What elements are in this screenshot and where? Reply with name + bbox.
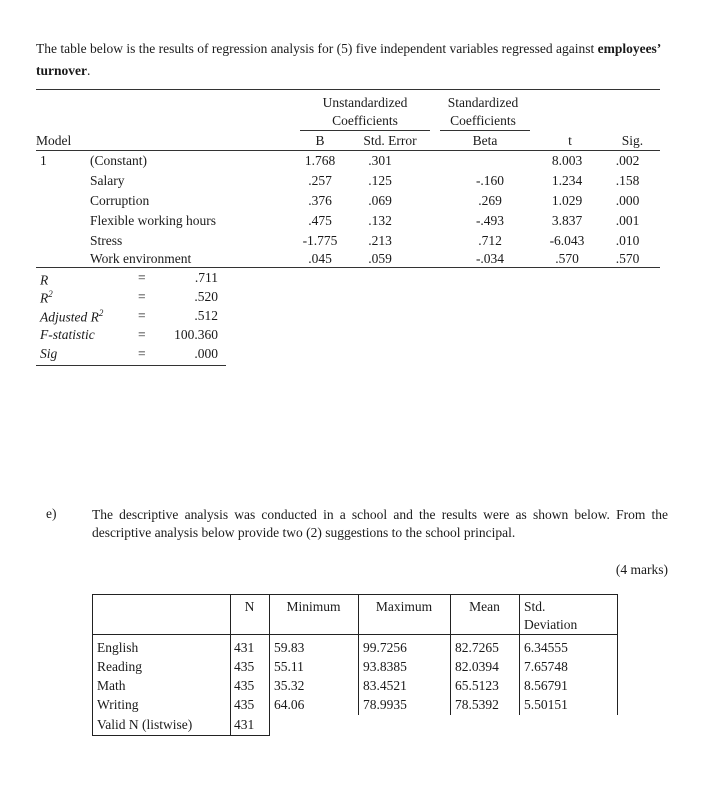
minimum-header: Minimum [286,599,341,614]
min-value: 55.11 [274,659,304,674]
summary-equals: = [138,346,146,361]
predictor-label: Flexible working hours [90,213,216,228]
t-value: 3.837 [551,213,583,228]
n-value: 435 [234,659,255,674]
table-top-rule [36,89,660,90]
desc-border-left [92,594,93,736]
question-text: The descriptive analysis was conducted in a school and the results were as shown below. From the descriptive analysis below provide two (2) suggestions to the school principal. [92,507,668,540]
summary-bottom-rule [36,365,226,366]
b-header: B [315,133,325,148]
summary-equals: = [138,289,146,304]
min-value: 64.06 [274,697,305,712]
std-value: 7.65748 [524,659,568,674]
summary-equals: = [138,308,146,323]
predictor-label: Salary [90,173,125,188]
desc-col-divider [519,594,520,715]
std-value: 6.34555 [524,640,568,655]
beta-value: -.160 [475,173,505,188]
max-value: 99.7256 [363,640,407,655]
predictor-label: Work environment [90,251,192,266]
t-value: -6.043 [549,233,585,248]
beta-header: Beta [472,133,498,148]
desc-border-header [92,634,618,635]
t-value: 8.003 [551,153,583,168]
max-value: 93.8385 [363,659,407,674]
beta-value: -.034 [475,251,505,266]
marks-label: (4 marks) [615,562,668,577]
beta-value: .269 [478,193,502,208]
b-value: -1.775 [302,233,338,248]
se-value: .125 [368,173,392,188]
b-value: 1.768 [304,153,336,168]
intro-text: The table below is the results of regression analysis for (5) five independent variables regressed against employees’ turnover. [36,41,661,78]
max-value: 78.9935 [363,697,407,712]
predictor-label: (Constant) [90,153,147,168]
summary-value: 100.360 [174,327,218,342]
mean-value: 65.5123 [455,678,499,693]
subject-label: English [97,640,139,655]
summary-equals: = [138,270,146,285]
summary-value: .512 [194,308,218,323]
summary-equals: = [138,327,146,342]
subject-label: Writing [97,697,139,712]
mean-header: Mean [469,599,500,614]
se-value: .069 [368,193,392,208]
std-error-header: Std. Error [363,133,417,148]
min-value: 59.83 [274,640,305,655]
model-header: Model [36,133,72,148]
se-value: .213 [368,233,392,248]
desc-col-divider [269,594,270,736]
std-value: 5.50151 [524,697,568,712]
summary-label: R [40,272,49,288]
unstd-header-sub: Coefficients [332,113,398,128]
max-value: 83.4521 [363,678,407,693]
t-header: t [568,133,572,148]
std-header-sub: Coefficients [450,113,516,128]
n-value: 431 [234,717,255,732]
b-value: .475 [308,213,332,228]
subject-label: Math [97,678,126,693]
n-header: N [244,599,255,614]
sig-value: .001 [615,213,640,228]
subject-label: Reading [97,659,142,674]
sig-header: Sig. [621,133,644,148]
sig-value: .010 [615,233,640,248]
sig-value: .570 [615,251,640,266]
summary-label: F-statistic [40,327,95,342]
desc-border-top [92,594,618,595]
std-deviation-header: Std. [524,599,546,614]
header-rule [36,150,660,151]
dependent-variable: employees’ turnover [36,41,661,78]
n-value: 435 [234,678,255,693]
desc-border-bottom [92,735,270,736]
predictor-label: Stress [90,233,123,248]
beta-value: .712 [478,233,502,248]
t-value: .570 [555,251,579,266]
unstd-header: Unstandardized [322,95,408,110]
b-value: .045 [308,251,332,266]
summary-value: .711 [194,270,218,285]
summary-value: .520 [194,289,218,304]
summary-label: $R^2$ [40,289,53,306]
maximum-header: Maximum [375,599,433,614]
model-number: 1 [40,153,47,168]
t-value: 1.029 [551,193,583,208]
mean-value: 78.5392 [455,697,499,712]
predictor-label: Corruption [90,193,150,208]
std-value: 8.56791 [524,678,568,693]
se-value: .132 [368,213,392,228]
se-value: .059 [368,251,392,266]
subject-label: Valid N (listwise) [97,717,193,732]
n-value: 435 [234,697,255,712]
mean-value: 82.7265 [455,640,499,655]
min-value: 35.32 [274,678,305,693]
question-label: e) [46,506,57,521]
sig-value: .000 [615,193,640,208]
se-value: .301 [368,153,392,168]
b-value: .376 [308,193,332,208]
summary-value: .000 [194,346,218,361]
sig-value: .002 [615,153,640,168]
b-value: .257 [308,173,332,188]
std-deviation-header-sub: Deviation [524,617,578,632]
desc-col-divider [230,594,231,736]
t-value: 1.234 [551,173,583,188]
std-underline [440,130,530,131]
sig-value: .158 [615,173,640,188]
std-header: Standardized [447,95,519,110]
mean-value: 82.0394 [455,659,499,674]
unstd-underline [300,130,430,131]
desc-border-right [617,594,618,715]
sig-underline [600,150,655,151]
summary-label: Adjusted $R^2$ [40,308,104,325]
n-value: 431 [234,640,255,655]
beta-value: -.493 [475,213,505,228]
table-bottom-rule [36,267,660,268]
summary-label: Sig [40,346,58,361]
